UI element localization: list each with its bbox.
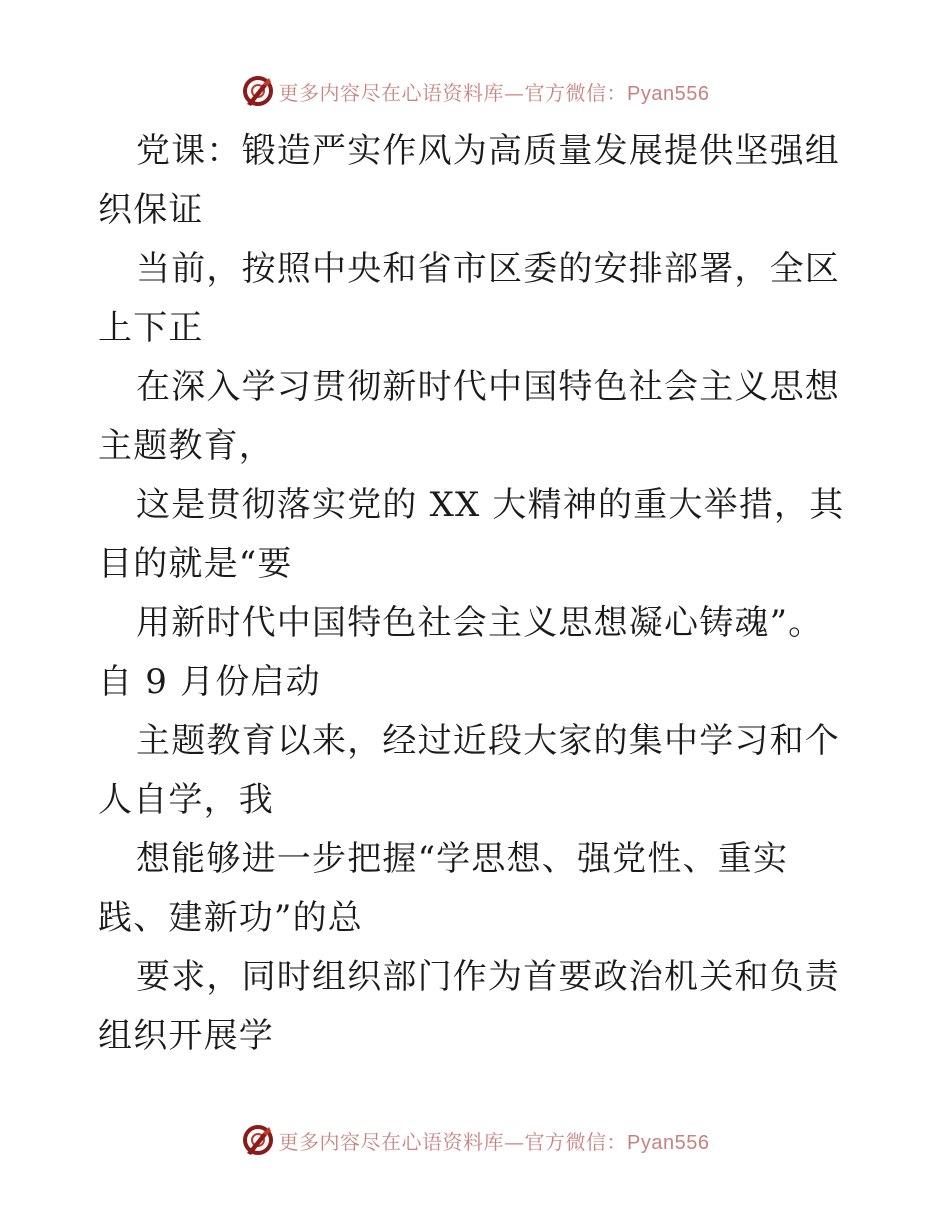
header-brand-sub: 官方微信：	[524, 80, 628, 105]
doc-paragraph: 想能够进一步把握“学思想、强党性、重实践、建新功”的总	[98, 839, 789, 938]
footer-watermark	[0, 1120, 950, 1160]
header-brand-text	[279, 77, 710, 106]
doc-paragraph: 在深入学习贯彻新时代中国特色社会主义思想主题教育，	[98, 367, 840, 466]
footer-brand-sub: 官方微信：	[524, 1129, 628, 1154]
header-brand-main: 更多内容尽在心语资料库	[278, 80, 505, 105]
doc-paragraph: 当前，按照中央和省市区委的安排部署，全区上下正	[98, 249, 840, 348]
header-brand-dash: —	[504, 80, 525, 105]
footer-wechat-id: Pyan556	[627, 1131, 710, 1154]
footer-brand-dash: —	[504, 1129, 525, 1154]
doc-title-line: 党课：锻造严实作风为高质量发展提供坚强组织保证	[98, 131, 840, 230]
footer-brand-text	[279, 1126, 710, 1155]
doc-paragraph: 用新时代中国特色社会主义思想凝心铸魂”。自 9 月份启动	[98, 603, 824, 702]
doc-paragraph: 要求，同时组织部门作为首要政治机关和负责组织开展学	[98, 957, 840, 1056]
footer-brand-main: 更多内容尽在心语资料库	[278, 1129, 505, 1154]
doc-paragraph: 主题教育以来，经过近段大家的集中学习和个人自学，我	[98, 721, 840, 820]
doc-paragraph: 这是贯彻落实党的 XX 大精神的重大举措，其目的就是“要	[98, 485, 845, 584]
header-watermark	[0, 71, 950, 111]
pen-logo-icon	[241, 1123, 275, 1157]
header-wechat-id: Pyan556	[627, 82, 710, 105]
pen-logo-icon	[241, 74, 275, 108]
document-body	[98, 122, 858, 1066]
